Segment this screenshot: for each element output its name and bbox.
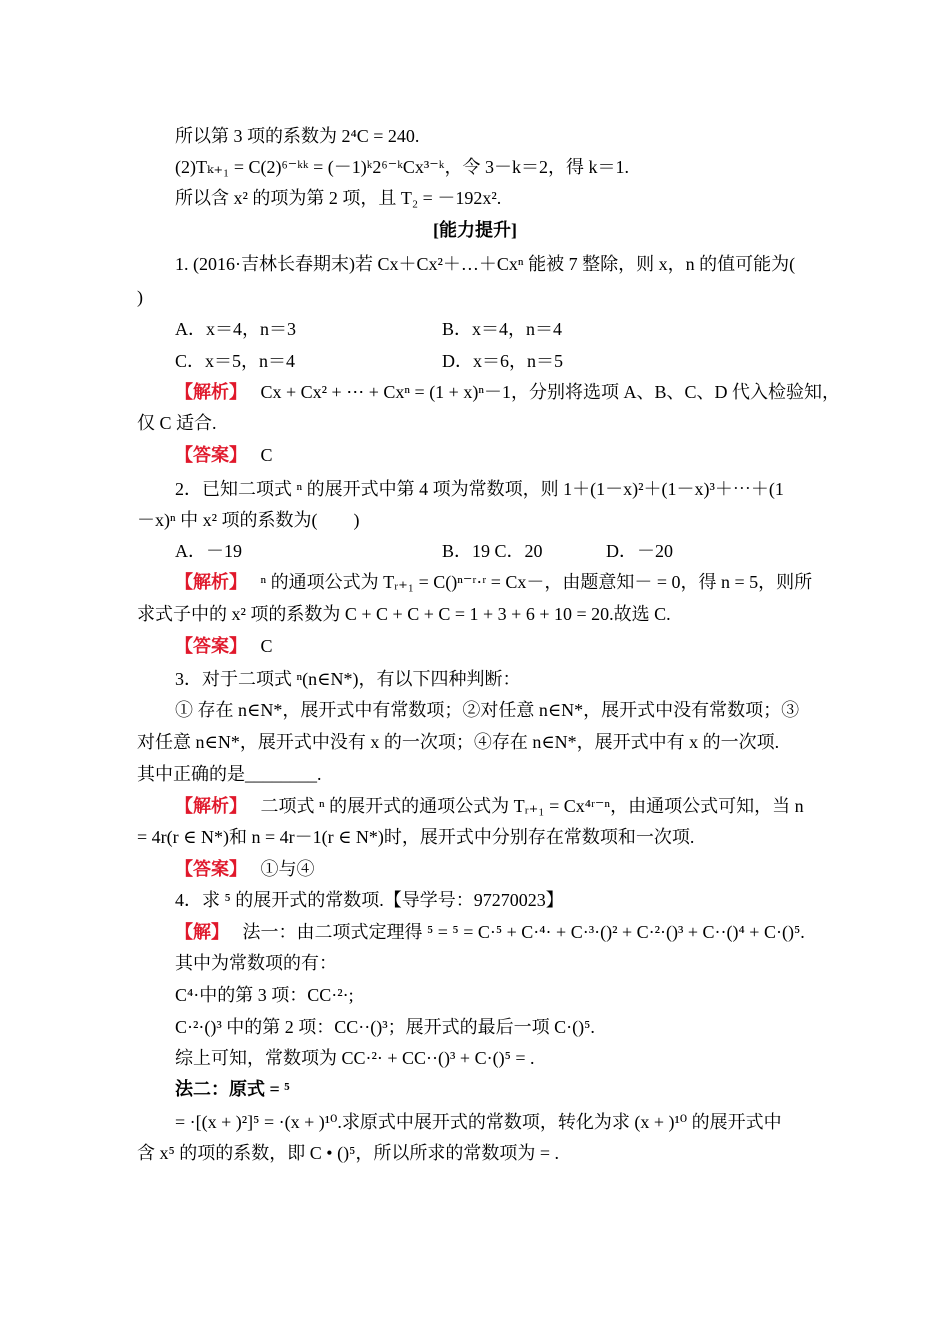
analysis-label: 【解析】 bbox=[175, 382, 247, 402]
text-line: (2)Tₖ₊₁ = C(2)⁶⁻ᵏᵏ = (－1)ᵏ2⁶⁻ᵏCx³⁻ᵏ，令 3－k＝2，得 k＝1. bbox=[175, 157, 629, 177]
text-line: －x)ⁿ 中 x² 项的系数为( ) bbox=[137, 510, 360, 530]
text-line: 含 x⁵ 的项的系数，即 C • ()⁵，所以所求的常数项为 = . bbox=[137, 1143, 559, 1163]
analysis-text: 二项式 ⁿ 的展开式的通项公式为 Tᵣ₊₁ = Cx⁴ʳ⁻ⁿ，由通项公式可知，当 n bbox=[260, 796, 804, 816]
answer-text: ①与④ bbox=[260, 859, 315, 879]
analysis-line bbox=[175, 380, 840, 404]
analysis-line bbox=[175, 570, 812, 594]
answer-text: C bbox=[260, 445, 273, 465]
answer-line bbox=[175, 857, 315, 881]
answer-label: 【答案】 bbox=[175, 445, 247, 465]
solution-text: 法一：由二项式定理得 ⁵ = ⁵ = C·⁵ + C·⁴· + C·³·()² + C·²·()³ + C··()⁴ + C·()⁵. bbox=[242, 922, 805, 942]
text-line: 所以第 3 项的系数为 2⁴C = 240. bbox=[175, 126, 420, 146]
question-4: 4．求 ⁵ 的展开式的常数项.【导学号：97270023】 bbox=[175, 890, 564, 910]
text-line: 其中正确的是________. bbox=[137, 764, 322, 784]
answer-text: C bbox=[260, 636, 273, 656]
text-line: C⁴·中的第 3 项：CC·²·; bbox=[175, 985, 354, 1005]
question-2: 2．已知二项式 ⁿ 的展开式中第 4 项为常数项，则 1＋(1－x)²＋(1－x)³＋⋯＋(1 bbox=[175, 479, 784, 499]
option-b: B．x＝4，n＝4 bbox=[442, 319, 563, 339]
text-line: ① 存在 n∈N*，展开式中有常数项；②对任意 n∈N*，展开式中没有常数项；③ bbox=[175, 700, 800, 720]
text-line: = 4r(r ∈ N*)和 n = 4r－1(r ∈ N*)时，展开式中分别存在常数项和一次项. bbox=[137, 827, 695, 847]
answer-label: 【答案】 bbox=[175, 636, 247, 656]
analysis-text: Cx + Cx² + ⋯ + Cxⁿ = (1 + x)ⁿ－1，分别将选项 A、B、C、D 代入检验知， bbox=[260, 382, 841, 402]
text-line: 所以含 x² 的项为第 2 项，且 T₂ = －192x². bbox=[175, 188, 502, 208]
option-d: D．－20 bbox=[606, 541, 673, 561]
analysis-label: 【解析】 bbox=[175, 796, 247, 816]
text-line: 法二：原式 = ⁵ bbox=[175, 1079, 290, 1099]
text-line: 仅 C 适合. bbox=[137, 413, 217, 433]
answer-line bbox=[175, 443, 273, 467]
answer-label: 【答案】 bbox=[175, 859, 247, 879]
section-heading: [能力提升] bbox=[433, 220, 517, 240]
text-line: 求式子中的 x² 项的系数为 C + C + C + C = 1 + 3 + 6 + 10 = 20.故选 C. bbox=[137, 604, 671, 624]
question-3: 3．对于二项式 ⁿ(n∈N*)，有以下四种判断： bbox=[175, 669, 521, 689]
solution-line bbox=[175, 920, 805, 944]
question-1: 1. (2016·吉林长春期末)若 Cx＋Cx²＋…＋Cxⁿ 能被 7 整除，则 x，n 的值可能为( bbox=[175, 254, 796, 274]
analysis-line bbox=[175, 794, 804, 818]
text-line: C·²·()³ 中的第 2 项：CC··()³；展开式的最后一项 C·()⁵. bbox=[175, 1017, 595, 1037]
text-line: ) bbox=[137, 287, 143, 307]
option-c: C．x＝5，n＝4 bbox=[175, 351, 296, 371]
option-b: B．19 C．20 bbox=[442, 541, 543, 561]
option-a: A．－19 bbox=[175, 541, 242, 561]
answer-line bbox=[175, 634, 273, 658]
text-line: 其中为常数项的有： bbox=[175, 953, 337, 973]
analysis-label: 【解析】 bbox=[175, 572, 247, 592]
text-line: = ·[(x + )²]⁵ = ·(x + )¹⁰.求原式中展开式的常数项，转化为求 (x + )¹⁰ 的展开式中 bbox=[175, 1112, 782, 1132]
analysis-text: ⁿ 的通项公式为 Tᵣ₊₁ = C()ⁿ⁻ʳ·ʳ = Cx－，由题意知－ = 0，得 n = 5，则所 bbox=[260, 572, 813, 592]
solution-label: 【解】 bbox=[175, 922, 229, 942]
text-line: 对任意 n∈N*，展开式中没有 x 的一次项；④存在 n∈N*，展开式中有 x 的一次项. bbox=[137, 732, 780, 752]
option-d: D．x＝6，n＝5 bbox=[442, 351, 563, 371]
text-line: 综上可知，常数项为 CC·²· + CC··()³ + C·()⁵ = . bbox=[175, 1048, 535, 1068]
option-a: A．x＝4，n＝3 bbox=[175, 319, 296, 339]
